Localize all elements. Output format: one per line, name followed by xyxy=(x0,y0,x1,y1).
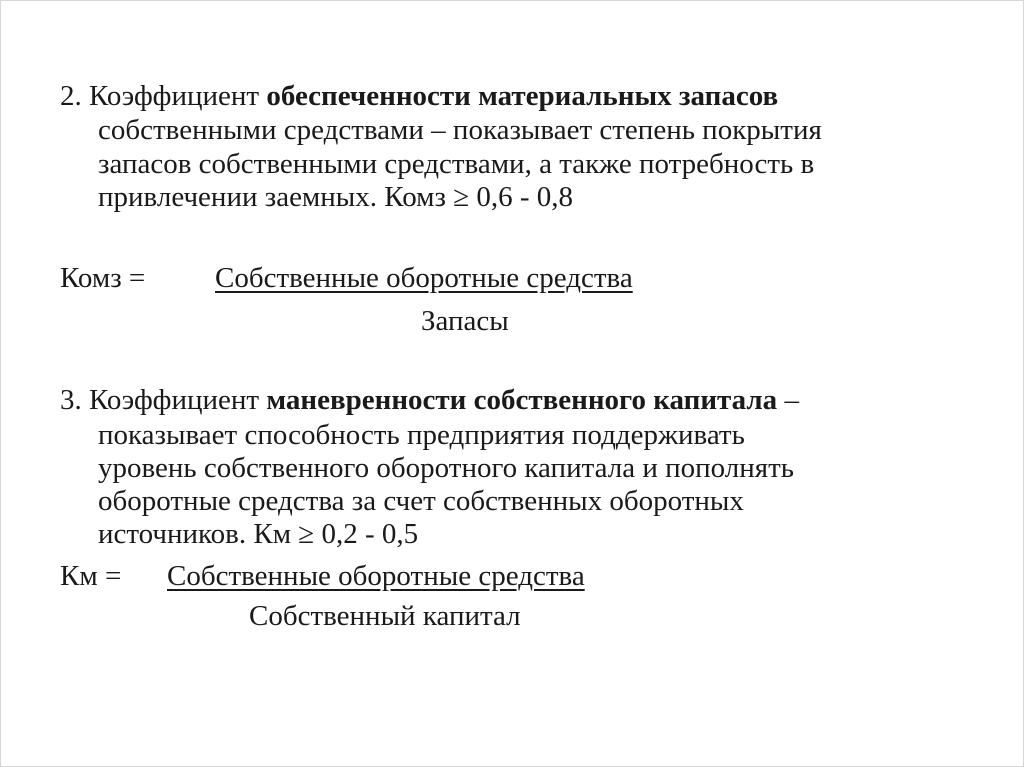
section-3-term-prefix: Коэффициент xyxy=(89,384,260,416)
section-2-number: 2. xyxy=(60,80,82,112)
section-3-heading xyxy=(60,384,799,416)
section-3-number: 3. xyxy=(60,384,82,416)
formula-3-label: Км = xyxy=(60,560,122,592)
section-2-line-1: собственными средствами – показывает степень покрытия xyxy=(98,114,822,146)
formula-2-denominator: Запасы xyxy=(421,305,509,337)
section-3-line-3: оборотные средства за счет собственных оборотных xyxy=(98,485,744,517)
section-3-term-bold: маневренности собственного капитала xyxy=(266,384,778,416)
formula-3-numerator: Собственные оборотные средства xyxy=(167,560,585,592)
formula-3-denominator: Собственный капитал xyxy=(249,600,521,632)
section-2-term-bold: обеспеченности материальных запасов xyxy=(266,80,779,112)
formula-2-label: Комз = xyxy=(60,262,146,294)
section-3-line-2: уровень собственного оборотного капитала и пополнять xyxy=(98,452,794,484)
section-2-heading xyxy=(60,80,778,112)
formula-2-numerator: Собственные оборотные средства xyxy=(215,262,633,294)
section-2-line-3: привлечении заемных. Комз ≥ 0,6 - 0,8 xyxy=(98,181,574,213)
section-2-line-2: запасов собственными средствами, а также потребность в xyxy=(98,148,815,180)
section-3-line-4: источников. Км ≥ 0,2 - 0,5 xyxy=(98,518,419,550)
section-2-term-prefix: Коэффициент xyxy=(89,80,260,112)
section-3-line-1: показывает способность предприятия поддерживать xyxy=(98,419,745,451)
section-3-term-suffix: – xyxy=(784,384,799,416)
